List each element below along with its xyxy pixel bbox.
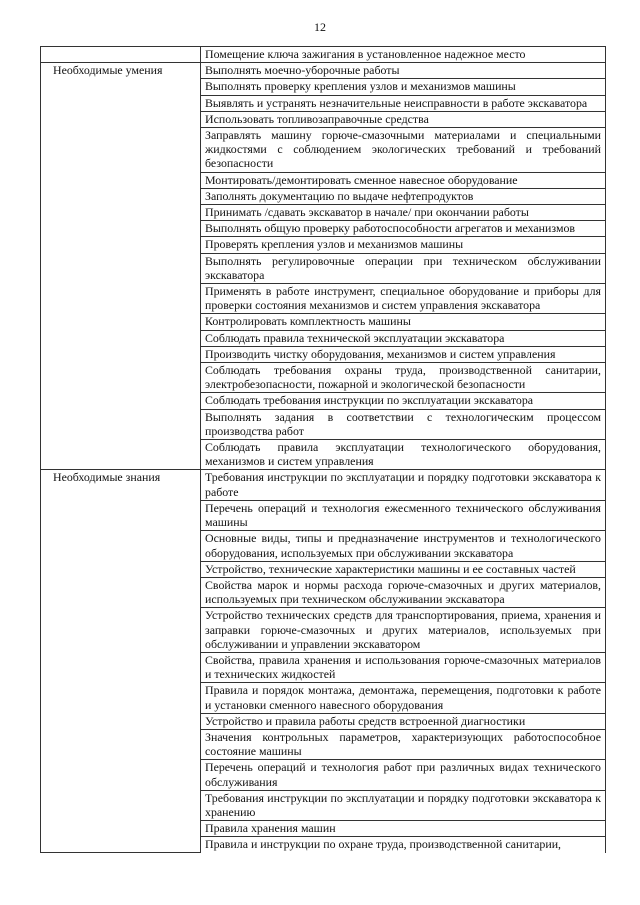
requirement-item: Свойства, правила хранения и использования горюче-смазочных материалов и технических жидкостей	[201, 652, 606, 682]
requirement-item: Требования инструкции по эксплуатации и порядку подготовки экскаватора к хранению	[201, 790, 606, 820]
requirement-item: Принимать /сдавать экскаватор в начале/ при окончании работы	[201, 205, 606, 221]
page-number: 12	[314, 20, 326, 34]
table-row	[41, 470, 606, 500]
table-row	[41, 63, 606, 79]
requirement-item: Выполнять задания в соответствии с технологическим процессом производства работ	[201, 409, 606, 439]
requirement-item: Заполнять документацию по выдаче нефтепродуктов	[201, 188, 606, 204]
requirement-item: Основные виды, типы и предназначение инструментов и технологического оборудования, используемых при обслуживании экскаватора	[201, 531, 606, 561]
requirement-item: Соблюдать правила технической эксплуатации экскаватора	[201, 330, 606, 346]
requirement-item: Соблюдать требования охраны труда, производственной санитарии, электробезопасности, пожарной и экологической безопасности	[201, 363, 606, 393]
requirement-item: Перечень операций и технология ежесменного технического обслуживания машины	[201, 500, 606, 530]
requirement-item: Заправлять машину горюче-смазочными материалами и специальными жидкостями с соблюдением экологических требований и требований безопасности	[201, 128, 606, 173]
requirement-item: Выполнять моечно-уборочные работы	[201, 63, 606, 79]
requirement-item: Свойства марок и нормы расхода горюче-смазочных и других материалов, используемых при техническом обслуживании экскаватора	[201, 577, 606, 607]
requirement-item: Устройство и правила работы средств встроенной диагностики	[201, 713, 606, 729]
requirement-item: Соблюдать правила эксплуатации технологического оборудования, механизмов и систем управления	[201, 440, 606, 470]
requirement-item: Требования инструкции по эксплуатации и порядку подготовки экскаватора к работе	[201, 470, 606, 500]
requirement-item: Значения контрольных параметров, характеризующих работоспособное состояние машины	[201, 729, 606, 759]
section-label: Необходимые умения	[41, 63, 201, 470]
requirement-item: Выявлять и устранять незначительные неисправности в работе экскаватора	[201, 95, 606, 111]
requirement-item: Устройство, технические характеристики машины и ее составных частей	[201, 561, 606, 577]
table-body	[41, 47, 606, 853]
requirement-item: Правила и порядок монтажа, демонтажа, перемещения, подготовки к работе и установки сменного навесного оборудования	[201, 683, 606, 713]
requirement-item: Перечень операций и технология работ при различных видах технического обслуживания	[201, 760, 606, 790]
table-row	[41, 47, 606, 63]
section-label: Необходимые знания	[41, 470, 201, 853]
requirement-item: Выполнять проверку крепления узлов и механизмов машины	[201, 79, 606, 95]
requirements-table	[40, 46, 606, 853]
requirement-item: Применять в работе инструмент, специальное оборудование и приборы для проверки состояния механизмов и систем управления экскаватора	[201, 284, 606, 314]
requirement-item: Производить чистку оборудования, механизмов и систем управления	[201, 346, 606, 362]
section-label	[41, 47, 201, 63]
requirement-item: Устройство технических средств для транспортирования, приема, хранения и заправки горюче-смазочных и других материалов, используемых при обслуживании и управлении экскаватором	[201, 608, 606, 653]
requirement-item: Использовать топливозаправочные средства	[201, 111, 606, 127]
requirement-item: Контролировать комплектность машины	[201, 314, 606, 330]
requirement-item: Помещение ключа зажигания в установленное надежное место	[201, 47, 606, 63]
requirement-item: Монтировать/демонтировать сменное навесное оборудование	[201, 172, 606, 188]
requirement-item: Правила и инструкции по охране труда, производственной санитарии,	[201, 837, 606, 853]
requirement-item: Выполнять регулировочные операции при техническом обслуживании экскаватора	[201, 253, 606, 283]
requirement-item: Проверять крепления узлов и механизмов машины	[201, 237, 606, 253]
requirement-item: Выполнять общую проверку работоспособности агрегатов и механизмов	[201, 221, 606, 237]
requirement-item: Правила хранения машин	[201, 821, 606, 837]
requirement-item: Соблюдать требования инструкции по эксплуатации экскаватора	[201, 393, 606, 409]
